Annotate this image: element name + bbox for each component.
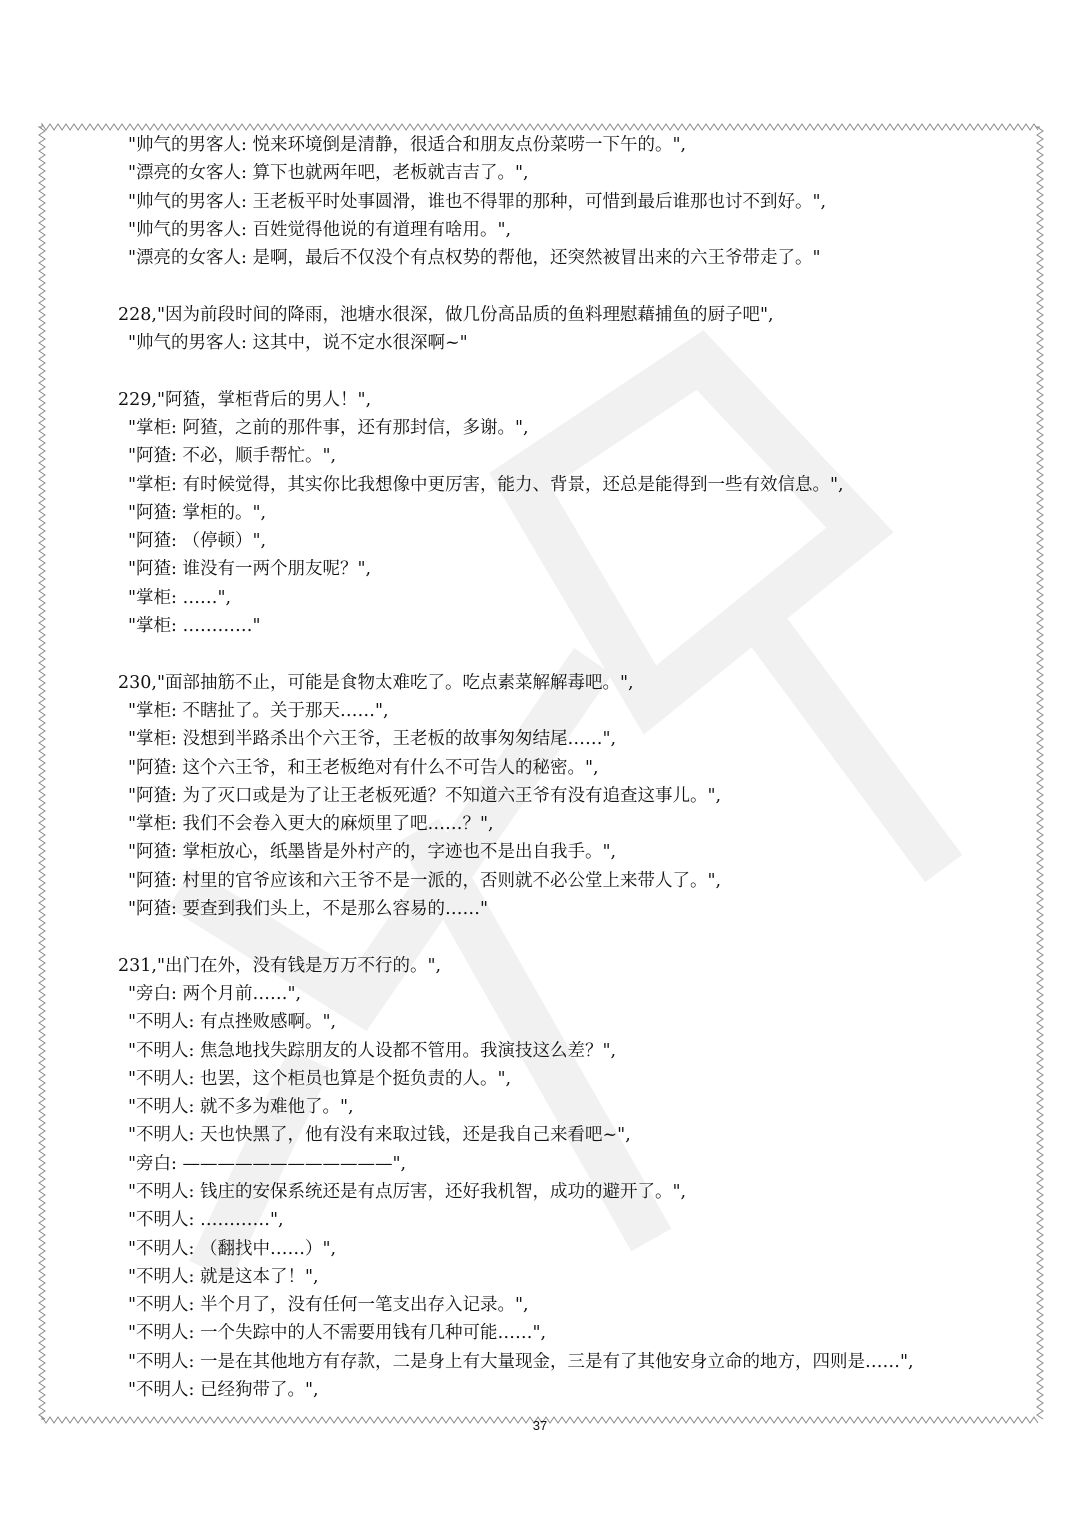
entry-heading: 229,"阿猹，掌柜背后的男人！", bbox=[118, 389, 372, 410]
dialogue-line: "阿猹: 掌柜放心，纸墨皆是外村产的，字迹也不是出自我手。", bbox=[128, 842, 617, 863]
page-number: 37 bbox=[532, 1418, 548, 1433]
entry-heading: 231,"出门在外，没有钱是万万不行的。", bbox=[118, 955, 442, 976]
dialogue-line: "阿猹: 谁没有一两个朋友呢？", bbox=[128, 559, 372, 580]
dialogue-line: "漂亮的女客人: 算下也就两年吧，老板就吉吉了。", bbox=[128, 163, 529, 184]
dialogue-line: "帅气的男客人: 王老板平时处事圆滑，谁也不得罪的那种，可惜到最后谁那也讨不到好。", bbox=[128, 191, 827, 212]
dialogue-line: "阿猹: 为了灭口或是为了让王老板死遁？不知道六王爷有没有追查这事儿。", bbox=[128, 785, 722, 806]
dialogue-line: "不明人: 就不多为难他了。", bbox=[128, 1097, 354, 1118]
dialogue-line: "不明人: 半个月了，没有任何一笔支出存入记录。", bbox=[128, 1295, 529, 1316]
dialogue-line: "不明人: 有点挫败感啊。", bbox=[128, 1012, 337, 1033]
dialogue-line: "不明人: （翻找中……）", bbox=[128, 1238, 337, 1259]
dialogue-entry bbox=[118, 131, 998, 272]
dialogue-line: "不明人: 已经狗带了。", bbox=[128, 1380, 319, 1401]
dialogue-line: "阿猹: 要查到我们头上，不是那么容易的……" bbox=[128, 899, 489, 920]
dialogue-line: "不明人: 一是在其他地方有存款，二是身上有大量现金，三是有了其他安身立命的地方，四则是……", bbox=[128, 1351, 914, 1372]
dialogue-entry bbox=[118, 952, 998, 1405]
dialogue-line: "掌柜: 不瞎扯了。关于那天……", bbox=[128, 700, 389, 721]
dialogue-entry bbox=[118, 386, 998, 641]
dialogue-line: "掌柜: ……", bbox=[128, 587, 232, 608]
dialogue-line: "掌柜: 没想到半路杀出个六王爷，王老板的故事匆匆结尾……", bbox=[128, 729, 617, 750]
dialogue-line: "掌柜: 有时候觉得，其实你比我想像中更厉害，能力、背景，还总是能得到一些有效信息。", bbox=[128, 474, 844, 495]
dialogue-line: "不明人: 就是这本了！", bbox=[128, 1266, 319, 1287]
entry-heading: 230,"面部抽筋不止，可能是食物太难吃了。吃点素菜解解毒吧。", bbox=[118, 672, 634, 693]
dialogue-line: "掌柜: 我们不会卷入更大的麻烦里了吧……？", bbox=[128, 814, 494, 835]
dialogue-line: "不明人: 焦急地找失踪朋友的人设都不管用。我演技这么差？", bbox=[128, 1040, 617, 1061]
dialogue-entries bbox=[118, 131, 998, 1404]
dialogue-line: "阿猹: 不必，顺手帮忙。", bbox=[128, 446, 337, 467]
dialogue-line: "旁白: ————————————", bbox=[128, 1153, 407, 1174]
entry-heading: 228,"因为前段时间的降雨，池塘水很深，做几份高品质的鱼料理慰藉捕鱼的厨子吧", bbox=[118, 304, 774, 325]
dialogue-line: "不明人: 也罢，这个柜员也算是个挺负责的人。", bbox=[128, 1068, 512, 1089]
dialogue-line: "漂亮的女客人: 是啊，最后不仅没个有点权势的帮他，还突然被冒出来的六王爷带走了。" bbox=[128, 248, 821, 269]
dialogue-line: "不明人: 钱庄的安保系统还是有点厉害，还好我机智，成功的避开了。", bbox=[128, 1181, 687, 1202]
dialogue-line: "阿猹: 这个六王爷，和王老板绝对有什么不可告人的秘密。", bbox=[128, 757, 599, 778]
dialogue-line: "阿猹: （停顿）", bbox=[128, 531, 267, 552]
dialogue-line: "掌柜: 阿猹，之前的那件事，还有那封信，多谢。", bbox=[128, 417, 529, 438]
dialogue-line: "帅气的男客人: 这其中，说不定水很深啊~" bbox=[128, 333, 468, 354]
dialogue-line: "帅气的男客人: 百姓觉得他说的有道理有啥用。", bbox=[128, 219, 512, 240]
dialogue-line: "掌柜: …………" bbox=[128, 616, 261, 637]
dialogue-line: "帅气的男客人: 悦来环境倒是清静，很适合和朋友点份菜唠一下午的。", bbox=[128, 135, 687, 155]
dialogue-line: "阿猹: 村里的官爷应该和六王爷不是一派的，否则就不必公堂上来带人了。", bbox=[128, 870, 722, 891]
dialogue-line: "不明人: …………", bbox=[128, 1210, 284, 1231]
dialogue-line: "不明人: 天也快黑了，他有没有来取过钱，还是我自己来看吧~", bbox=[128, 1125, 631, 1146]
dialogue-line: "旁白: 两个月前……", bbox=[128, 983, 302, 1004]
dialogue-entry bbox=[118, 669, 998, 924]
document-body bbox=[118, 131, 998, 1433]
dialogue-line: "阿猹: 掌柜的。", bbox=[128, 502, 267, 523]
dialogue-line: "不明人: 一个失踪中的人不需要用钱有几种可能……", bbox=[128, 1323, 547, 1344]
dialogue-entry bbox=[118, 301, 998, 358]
